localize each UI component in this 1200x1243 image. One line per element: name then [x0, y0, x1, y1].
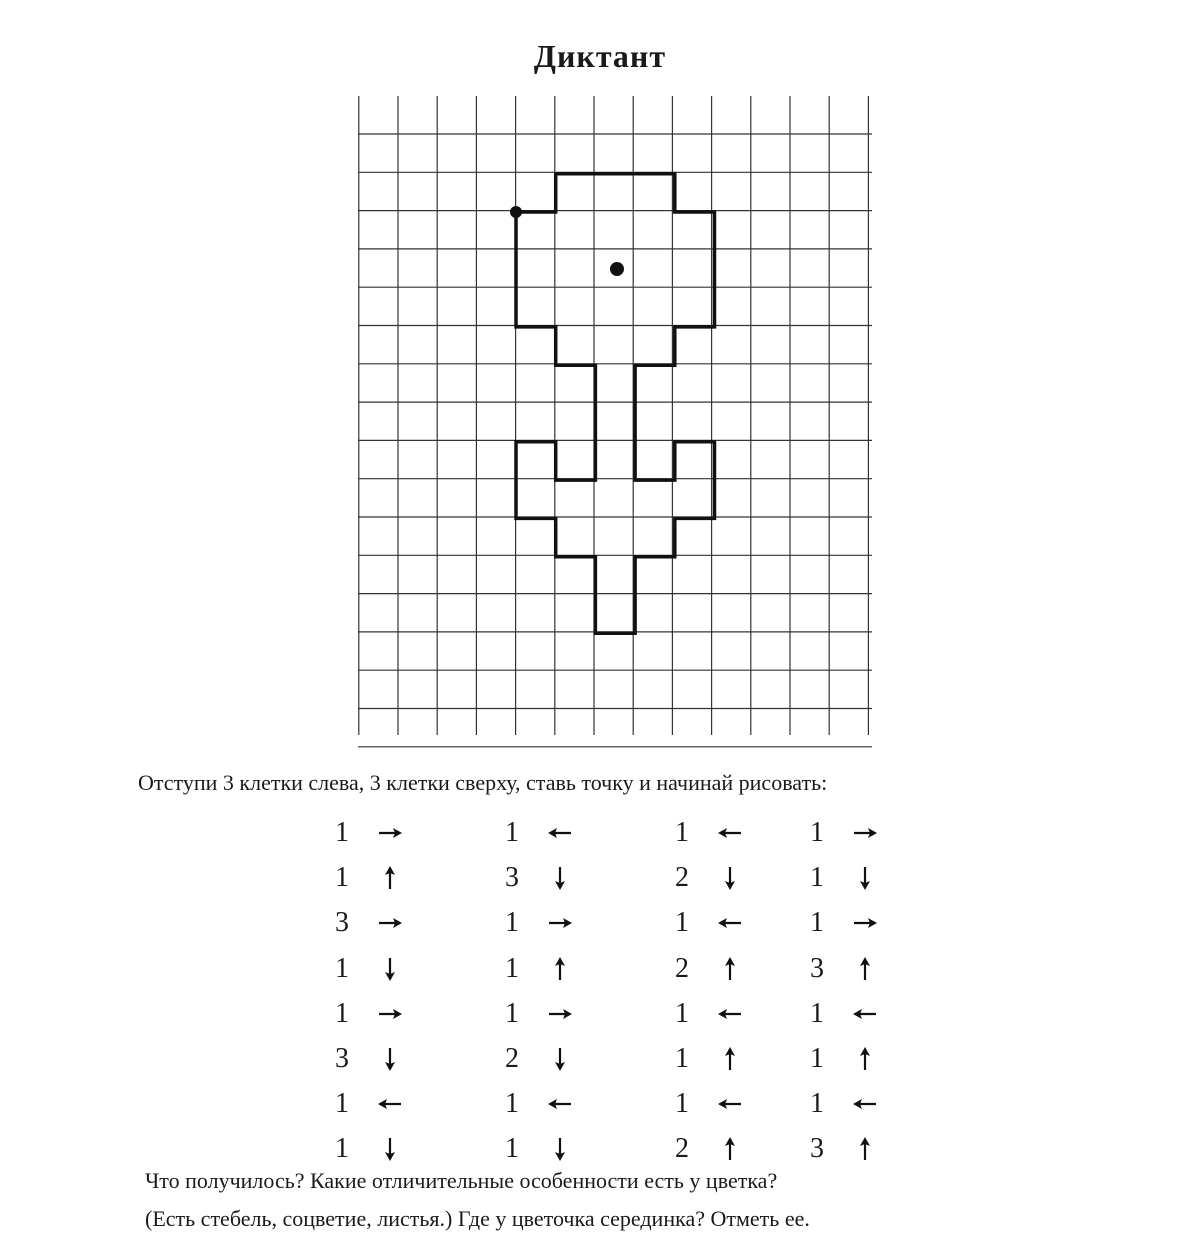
command-item [505, 905, 575, 941]
command-item [810, 1086, 880, 1122]
step-count: 2 [675, 862, 689, 894]
command-item [505, 1041, 575, 1077]
step-count: 1 [335, 1133, 349, 1165]
arrow-down-icon [850, 863, 880, 893]
step-count: 1 [675, 907, 689, 939]
step-count: 1 [335, 1088, 349, 1120]
step-count: 1 [505, 997, 519, 1029]
step-count: 3 [335, 907, 349, 939]
command-item [675, 1086, 745, 1122]
arrow-right-icon [375, 818, 405, 848]
command-item [505, 1131, 575, 1167]
arrow-right-icon [545, 999, 575, 1029]
step-count: 1 [505, 907, 519, 939]
instruction-text: Отступи 3 клетки слева, 3 клетки сверху, ставь точку и начинай рисовать: [138, 770, 828, 795]
command-item [675, 1131, 745, 1167]
command-item [335, 905, 405, 941]
arrow-left-icon [850, 1089, 880, 1119]
step-count: 1 [505, 1088, 519, 1120]
command-item [810, 996, 880, 1032]
arrow-up-icon [715, 954, 745, 984]
command-item [810, 905, 880, 941]
question-line-2: (Есть стебель, соцветие, листья.) Где у цветочка серединка? Отметь ее. [145, 1206, 810, 1231]
arrow-up-icon [850, 1134, 880, 1164]
step-count: 1 [335, 952, 349, 984]
arrow-up-icon [375, 863, 405, 893]
arrow-down-icon [715, 863, 745, 893]
command-item [335, 951, 405, 987]
arrow-left-icon [715, 818, 745, 848]
arrow-left-icon [715, 999, 745, 1029]
step-count: 3 [335, 1043, 349, 1074]
grid-lines [358, 96, 872, 747]
arrow-up-icon [715, 1044, 745, 1074]
step-count: 1 [335, 862, 349, 894]
step-count: 2 [675, 1133, 689, 1165]
step-count: 2 [505, 1043, 519, 1074]
step-count: 1 [505, 952, 519, 984]
arrow-left-icon [545, 1089, 575, 1119]
command-item [675, 815, 745, 851]
command-item [505, 996, 575, 1032]
arrow-down-icon [375, 1134, 405, 1164]
command-item [505, 1086, 575, 1122]
command-item [675, 996, 745, 1032]
arrow-left-icon [375, 1089, 405, 1119]
arrow-left-icon [715, 908, 745, 938]
command-item [335, 996, 405, 1032]
step-count: 1 [810, 997, 824, 1029]
arrow-up-icon [545, 954, 575, 984]
step-count: 1 [810, 1088, 824, 1120]
step-count: 1 [505, 817, 519, 848]
arrow-down-icon [545, 863, 575, 893]
command-item [335, 860, 405, 896]
step-count: 1 [675, 1088, 689, 1120]
flower-outline [516, 174, 715, 634]
command-item [810, 1131, 880, 1167]
command-item [505, 815, 575, 851]
flower-center-dot [610, 262, 624, 276]
arrow-down-icon [545, 1134, 575, 1164]
step-count: 1 [810, 862, 824, 894]
command-item [335, 1086, 405, 1122]
command-item [810, 1041, 880, 1077]
command-item [675, 905, 745, 941]
arrow-up-icon [715, 1134, 745, 1164]
step-count: 1 [675, 817, 689, 848]
arrow-left-icon [850, 999, 880, 1029]
command-item [505, 951, 575, 987]
arrow-down-icon [375, 954, 405, 984]
arrow-left-icon [715, 1089, 745, 1119]
arrow-right-icon [850, 908, 880, 938]
arrow-up-icon [850, 1044, 880, 1074]
command-item [675, 951, 745, 987]
arrow-left-icon [545, 818, 575, 848]
step-count: 1 [675, 997, 689, 1029]
arrow-right-icon [375, 999, 405, 1029]
command-item [335, 1131, 405, 1167]
page-title: Диктант [533, 38, 667, 74]
step-count: 1 [810, 817, 824, 848]
question-line-1: Что получилось? Какие отличительные особенности есть у цветка? [145, 1168, 778, 1193]
command-item [675, 860, 745, 896]
step-count: 1 [810, 1043, 824, 1074]
arrow-right-icon [545, 908, 575, 938]
step-count: 1 [335, 817, 349, 848]
step-count: 1 [505, 1133, 519, 1165]
step-count: 3 [810, 952, 824, 984]
command-item [505, 860, 575, 896]
step-count: 1 [675, 1043, 689, 1074]
arrow-down-icon [545, 1044, 575, 1074]
command-item [675, 1041, 745, 1077]
arrow-right-icon [850, 818, 880, 848]
arrow-up-icon [850, 954, 880, 984]
command-item [810, 815, 880, 851]
step-count: 1 [335, 997, 349, 1029]
step-count: 3 [810, 1133, 824, 1165]
command-item [335, 815, 405, 851]
start-point-dot [510, 206, 522, 218]
command-item [810, 860, 880, 896]
step-count: 3 [505, 862, 519, 894]
command-item [810, 951, 880, 987]
arrow-down-icon [375, 1044, 405, 1074]
command-item [335, 1041, 405, 1077]
step-count: 1 [810, 907, 824, 939]
arrow-right-icon [375, 908, 405, 938]
step-count: 2 [675, 952, 689, 984]
